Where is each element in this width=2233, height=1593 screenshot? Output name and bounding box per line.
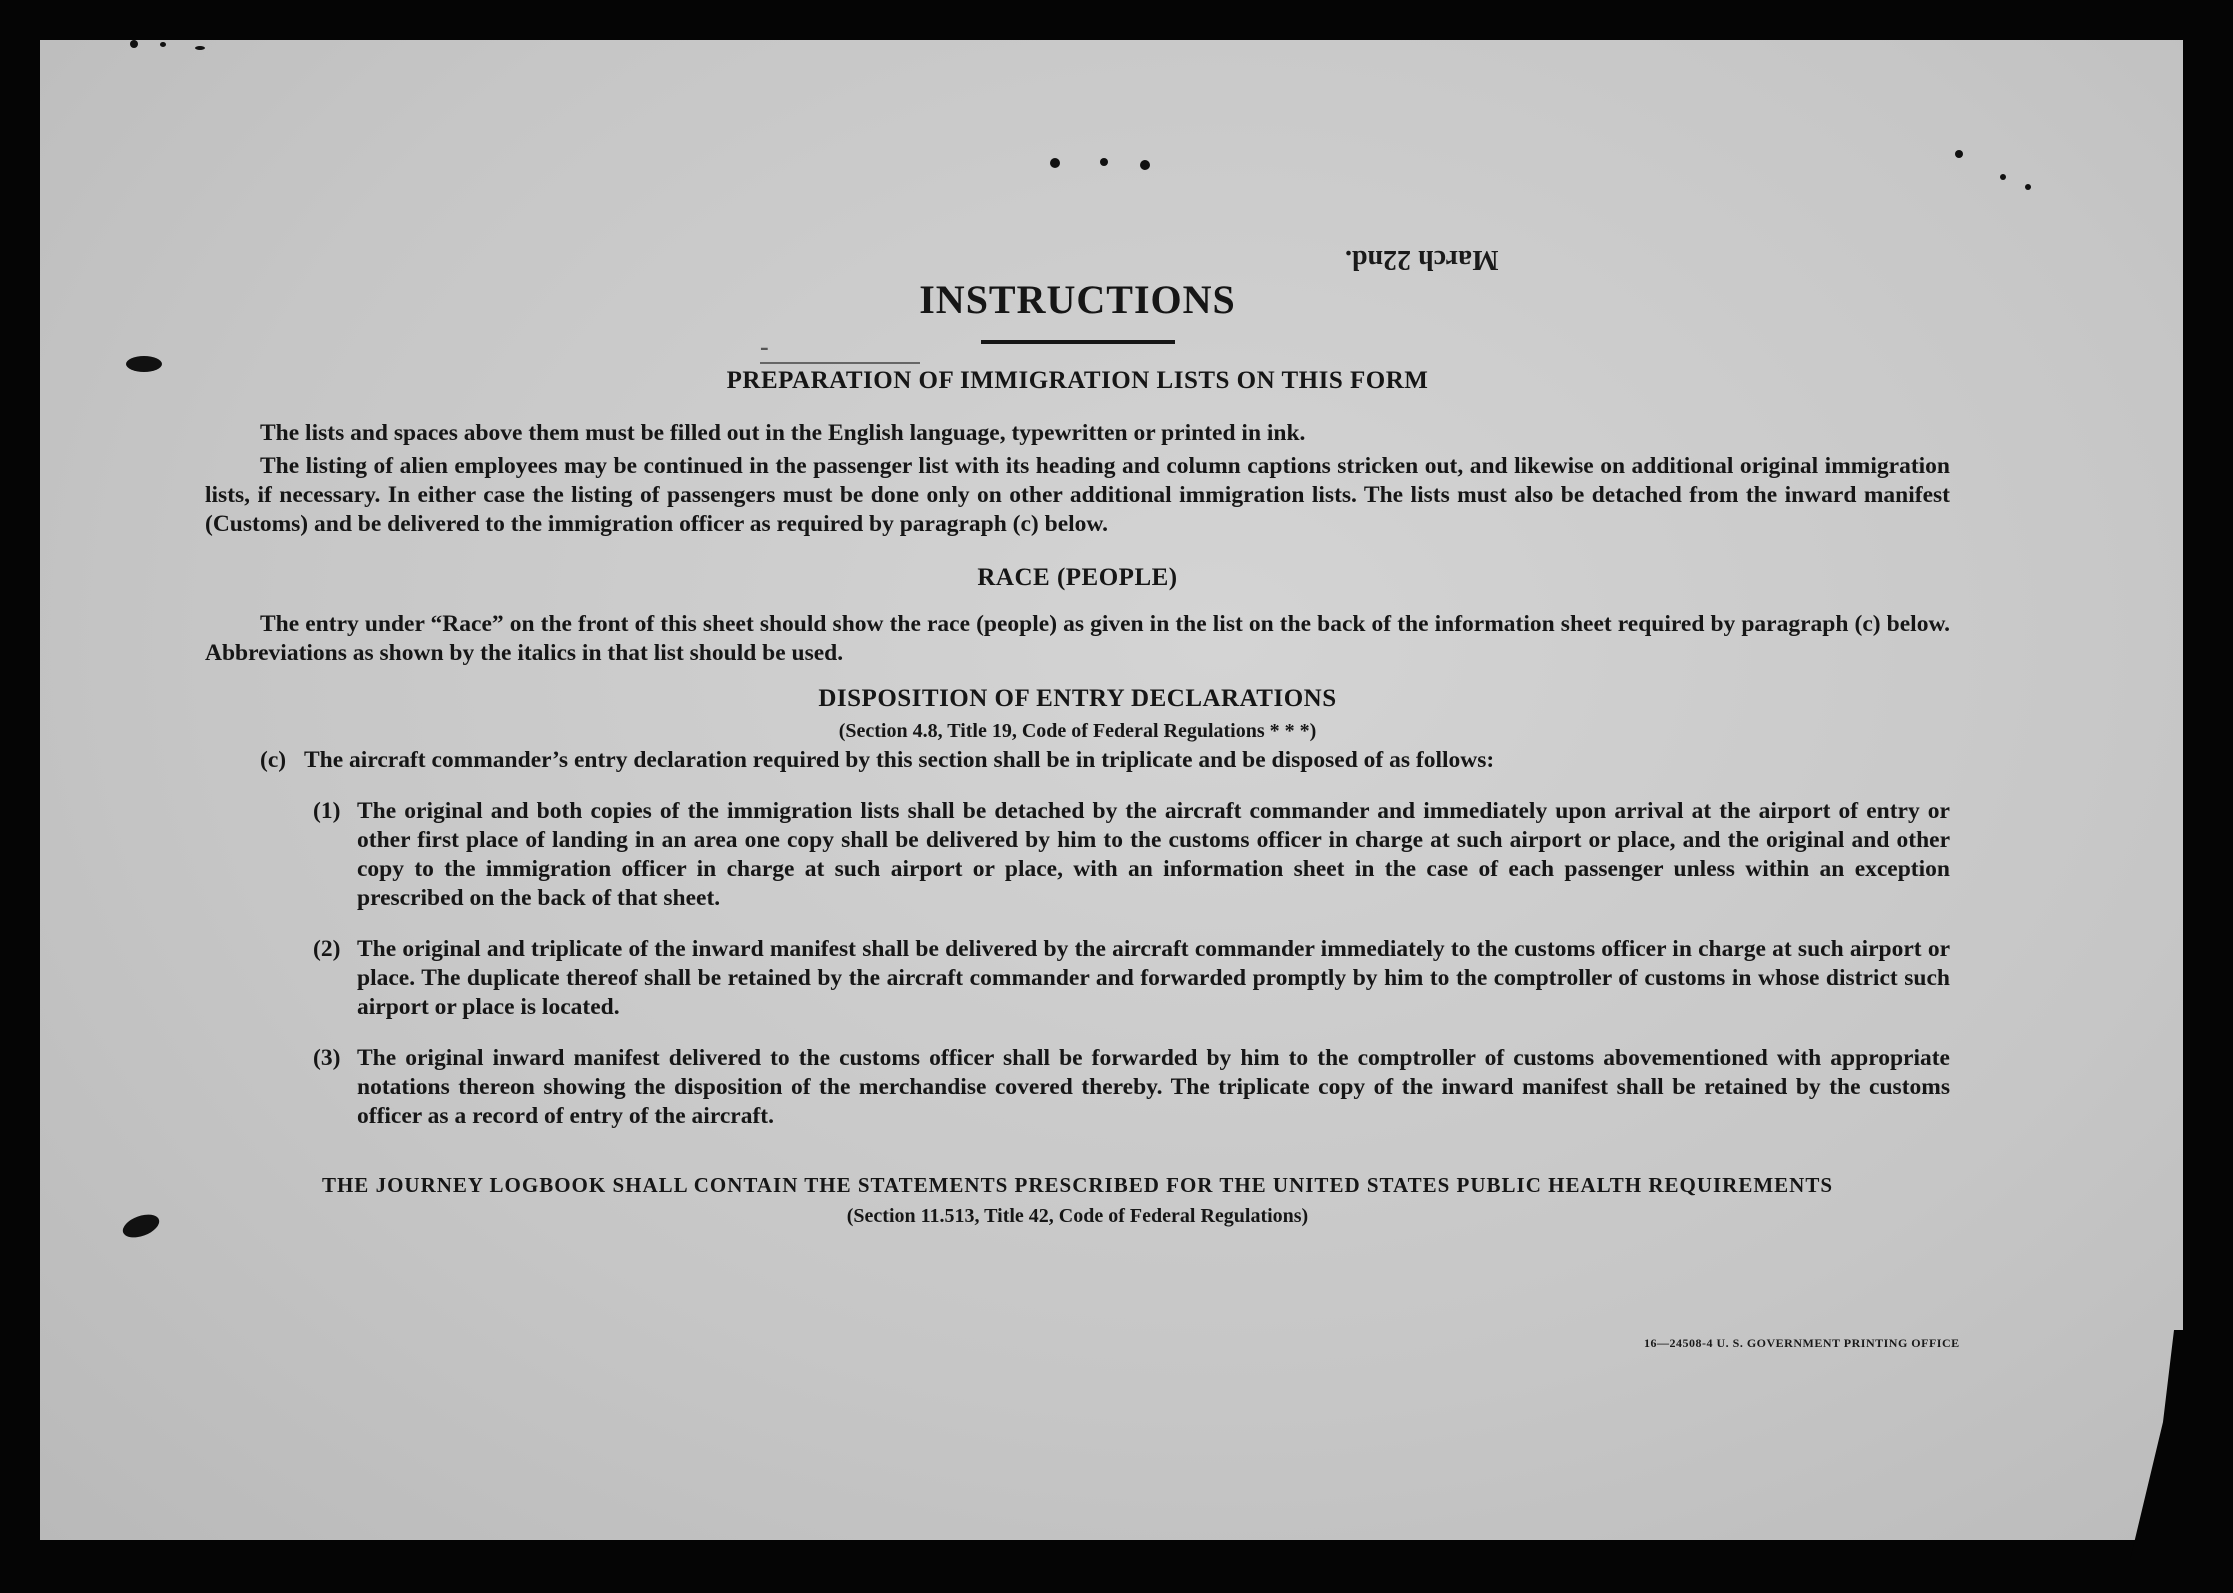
list-item-number: (2) <box>313 936 341 962</box>
list-item-text: The original and triplicate of the inward manifest shall be delivered by the aircraft commander immediately to the customs officer in charge at such airport or place. The duplicate thereof shall be retained by the aircraft commander and forwarded promptly by him to the comptroller of customs in whose district such airport or place is located. <box>357 936 1950 1020</box>
margin-note: - <box>760 332 769 361</box>
disposition-heading: DISPOSITION OF ENTRY DECLARATIONS <box>818 685 1337 712</box>
journey-logbook-subheading: (Section 11.513, Title 42, Code of Federal Regulations) <box>846 1205 1309 1227</box>
ink-spot <box>195 46 205 50</box>
ink-spot <box>2025 184 2031 190</box>
list-item <box>205 1044 1950 1131</box>
list-item-text: The original inward manifest delivered to the customs officer shall be forwarded by him to the comptroller of customs abovementioned with appropriate notations thereon showing the disposition of the merchandise covered thereby. The triplicate copy of the inward manifest shall be retained by the customs officer as a record of entry of the aircraft. <box>357 1045 1950 1129</box>
list-item-number: (3) <box>313 1045 341 1071</box>
preparation-heading: PREPARATION OF IMMIGRATION LISTS ON THIS FORM <box>726 367 1429 394</box>
journey-logbook-heading: THE JOURNEY LOGBOOK SHALL CONTAIN THE STATEMENTS PRESCRIBED FOR THE UNITED STATES PUBLIC HEALTH REQUIREMENTS <box>321 1173 1834 1197</box>
title-underline <box>981 340 1175 344</box>
ink-spot <box>1955 150 1963 158</box>
ink-spot <box>1100 158 1108 166</box>
list-item <box>205 797 1950 913</box>
paragraph-c-label: (c) <box>260 747 287 773</box>
paragraph-c <box>205 746 1950 775</box>
ink-spot <box>1050 158 1060 168</box>
ink-spot <box>120 1210 163 1242</box>
ink-spot <box>130 40 138 48</box>
paragraph-c-text: The aircraft commander’s entry declaration required by this section shall be in triplicate and be disposed of as follows: <box>304 747 1495 773</box>
ink-spot <box>160 42 166 47</box>
preparation-paragraph-2: The listing of alien employees may be continued in the passenger list with its heading and column captions stricken out, and likewise on additional original immigration lists, if necessary. In either case the listing of passengers must be done only on other additional immigration lists. The lists must also be detached from the inward manifest (Customs) and be delivered to the immigration officer as required by paragraph (c) below. <box>205 453 1950 537</box>
disposition-subheading: (Section 4.8, Title 19, Code of Federal Regulations * * *) <box>838 720 1317 742</box>
race-paragraph: The entry under “Race” on the front of this sheet should show the race (people) as given in the list on the back of the information sheet required by paragraph (c) below. Abbreviations as shown by the italics in that list should be used. <box>205 611 1950 666</box>
page-title: INSTRUCTIONS <box>919 277 1236 322</box>
race-heading: RACE (PEOPLE) <box>977 564 1178 591</box>
ink-spot <box>126 356 162 372</box>
printing-office-code: 16—24508-4 U. S. GOVERNMENT PRINTING OFFICE <box>1644 1336 1960 1350</box>
ink-spot <box>1140 160 1150 170</box>
list-item-number: (1) <box>313 798 341 824</box>
date-stamp: March 22nd. <box>1345 244 1499 275</box>
instructions-body <box>205 240 1950 1231</box>
list-item <box>205 935 1950 1022</box>
ink-spot <box>2000 174 2006 180</box>
preparation-paragraph-1: The lists and spaces above them must be filled out in the English language, typewritten or printed in ink. <box>260 420 1306 446</box>
list-item-text: The original and both copies of the immigration lists shall be detached by the aircraft commander and immediately upon arrival at the airport of entry or other first place of landing in an area one copy shall be delivered by him to the customs officer in charge at such airport or place, and the original and other copy to the immigration officer in charge at such airport or place, with an information sheet in the case of each passenger unless within an exception prescribed on the back of that sheet. <box>357 798 1950 911</box>
